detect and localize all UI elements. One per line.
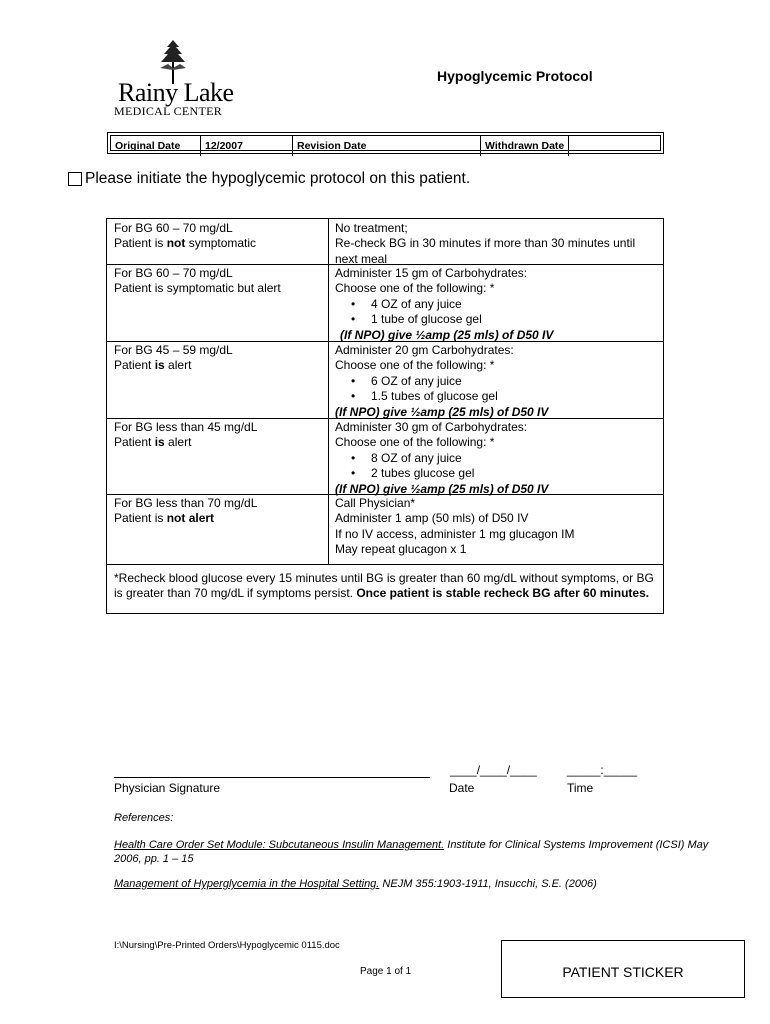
action-line: Administer 20 gm Carbohydrates: xyxy=(335,343,514,357)
withdrawn-date-label: Withdrawn Date xyxy=(481,136,569,156)
condition-status: Patient is alert xyxy=(114,435,192,450)
document-dates-table xyxy=(107,132,664,154)
date-field[interactable]: ____/____/____ xyxy=(450,763,537,777)
action-line: May repeat glucagon x 1 xyxy=(335,542,467,557)
initiate-checkbox[interactable] xyxy=(68,172,82,186)
action-line: Choose one of the following: * xyxy=(335,281,495,296)
action-cell xyxy=(335,266,553,343)
action-line: Choose one of the following: * xyxy=(335,435,495,450)
condition-range: For BG 45 – 59 mg/dL xyxy=(114,343,233,357)
table-row xyxy=(107,219,663,265)
condition-status: Patient is not alert xyxy=(114,511,215,526)
condition-status: Patient is symptomatic but alert xyxy=(114,281,281,296)
condition-status: Patient is alert xyxy=(114,358,192,373)
npo-instruction: (If NPO) give ½amp (25 mls) of D50 IV xyxy=(340,327,554,342)
physician-signature-line[interactable] xyxy=(114,777,430,778)
revision-date-label: Revision Date xyxy=(293,136,481,156)
action-line: Administer 1 amp (50 mls) of D50 IV xyxy=(335,511,529,526)
physician-signature-label: Physician Signature xyxy=(114,781,221,795)
time-label: Time xyxy=(567,781,594,795)
condition-cell xyxy=(114,496,257,527)
action-line: Choose one of the following: * xyxy=(335,358,495,373)
action-bullet: • 1.5 tubes of glucose gel xyxy=(335,389,548,404)
action-line: Re-check BG in 30 minutes if more than 30 minutes until xyxy=(335,236,636,251)
condition-range: For BG less than 45 mg/dL xyxy=(114,420,258,434)
condition-range: For BG 60 – 70 mg/dL xyxy=(114,266,233,280)
action-cell xyxy=(335,420,548,497)
table-row xyxy=(107,264,663,342)
action-bullet: • 6 OZ of any juice xyxy=(335,374,548,389)
recheck-note: *Recheck blood glucose every 15 minutes until BG is greater than 60 mg/dL without symptoms, or BG is greater than 70 mg/dL if symptoms persist. Once patient is stable recheck BG after 60 minutes. xyxy=(114,571,654,601)
condition-cell xyxy=(114,266,281,297)
table-row xyxy=(107,494,663,565)
action-bullet: • 4 OZ of any juice xyxy=(335,297,553,312)
reference-item: Management of Hyperglycemia in the Hospital Setting. NEJM 355:1903-1911, Insucchi, S.E. (2006) xyxy=(114,878,597,890)
condition-range: For BG less than 70 mg/dL xyxy=(114,496,258,510)
condition-cell xyxy=(114,420,257,451)
npo-instruction: (If NPO) give ½amp (25 mls) of D50 IV xyxy=(335,481,549,496)
logo-name: Rainy Lake xyxy=(118,78,234,107)
page-number: Page 1 of 1 xyxy=(360,966,412,977)
table-row xyxy=(107,341,663,419)
action-bullet: • 1 tube of glucose gel xyxy=(335,312,553,327)
action-line: If no IV access, administer 1 mg glucagon IM xyxy=(335,526,575,541)
reference-item: Health Care Order Set Module: Subcutaneous Insulin Management. Institute for Clinical Systems Improvement (ICSI) May 2006, pp. 1 – 15 xyxy=(114,839,709,865)
action-line: No treatment; xyxy=(335,221,408,235)
condition-range: For BG 60 – 70 mg/dL xyxy=(114,221,233,235)
header-inner-border xyxy=(110,135,661,151)
action-line: Call Physician* xyxy=(335,496,416,510)
original-date-label: Original Date xyxy=(111,136,201,156)
table-row xyxy=(107,418,663,495)
file-path: I:\Nursing\Pre-Printed Orders\Hypoglycemic 0115.doc xyxy=(114,940,340,951)
condition-cell xyxy=(114,221,256,252)
patient-sticker-box: PATIENT STICKER xyxy=(501,940,745,998)
document-title: Hypoglycemic Protocol xyxy=(437,68,593,84)
condition-status: Patient is not symptomatic xyxy=(114,236,257,251)
protocol-table xyxy=(106,218,664,614)
npo-instruction: (If NPO) give ½amp (25 mls) of D50 IV xyxy=(335,404,549,419)
action-cell xyxy=(335,221,635,267)
rainy-lake-logo xyxy=(110,40,240,120)
initiate-label: Please initiate the hypoglycemic protocol on this patient. xyxy=(85,170,471,187)
action-line: Administer 15 gm of Carbohydrates: xyxy=(335,266,528,280)
references-heading: References: xyxy=(114,812,174,824)
action-cell xyxy=(335,343,548,420)
action-bullet: • 2 tubes glucose gel xyxy=(335,466,548,481)
initiate-protocol-option[interactable] xyxy=(68,170,470,188)
date-label: Date xyxy=(449,781,475,795)
condition-cell xyxy=(114,343,233,374)
action-line: next meal xyxy=(335,251,388,266)
withdrawn-date-value xyxy=(569,136,662,156)
action-cell xyxy=(335,496,574,558)
action-line: Administer 30 gm of Carbohydrates: xyxy=(335,420,528,434)
action-bullet: • 8 OZ of any juice xyxy=(335,451,548,466)
time-field[interactable]: _____:_____ xyxy=(567,763,638,777)
original-date-value: 12/2007 xyxy=(201,136,293,156)
logo-subtitle: MEDICAL CENTER xyxy=(114,104,223,118)
